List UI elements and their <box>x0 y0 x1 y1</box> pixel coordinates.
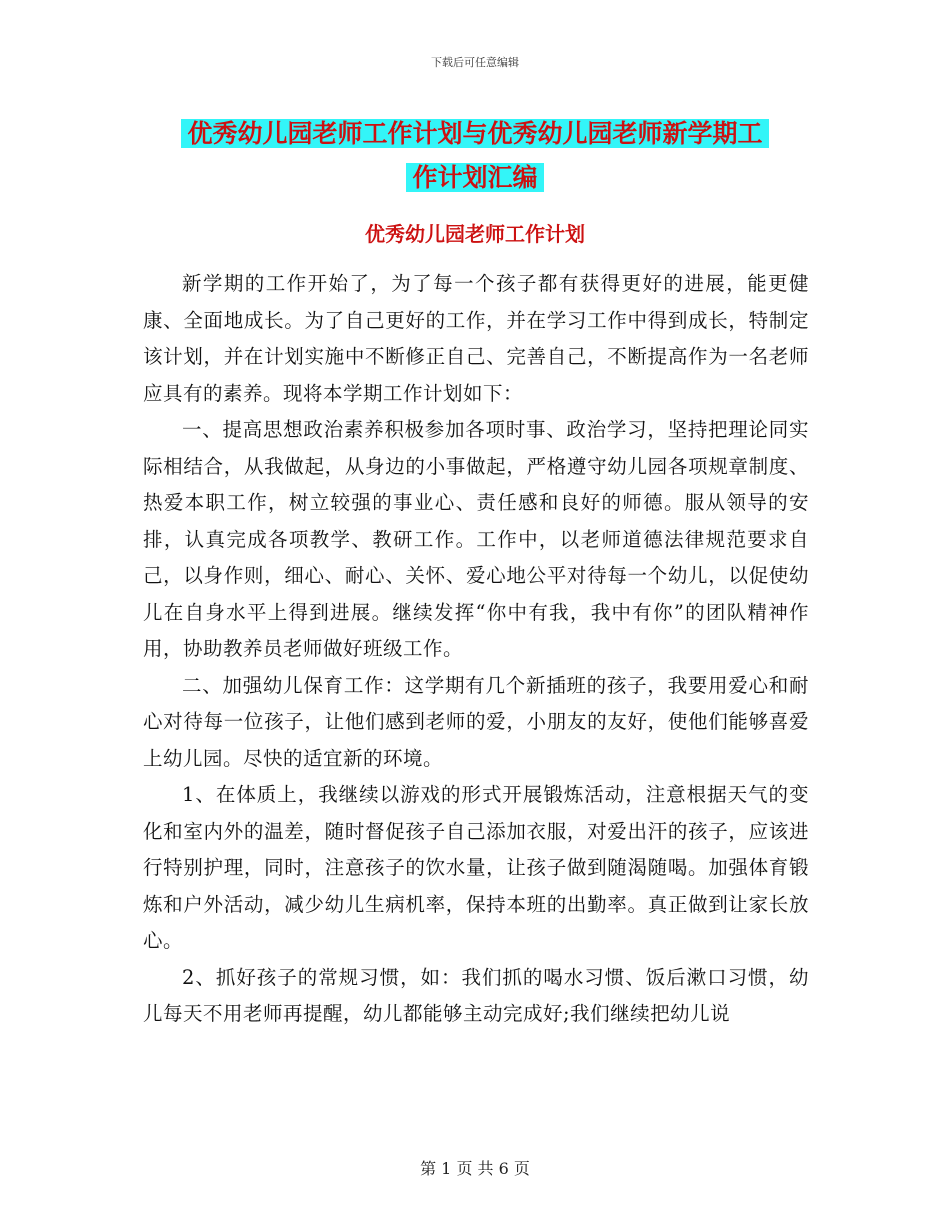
title-line-1: 优秀幼儿园老师工作计划与优秀幼儿园老师新学期工 <box>181 119 768 148</box>
page-header: 下载后可任意编辑 <box>431 56 519 69</box>
document-body <box>143 266 809 1033</box>
section-title: 优秀幼儿园老师工作计划 <box>365 222 585 246</box>
page-footer: 第 1 页 共 6 页 <box>420 1159 530 1178</box>
title-line-2: 作计划汇编 <box>406 163 543 192</box>
document-title <box>0 112 950 200</box>
paragraph: 1、在体质上，我继续以游戏的形式开展锻炼活动，注意根据天气的变化和室内外的温差，随时督促孩子自己添加衣服，对爱出汗的孩子，应该进行特别护理，同时，注意孩子的饮水量，让孩子做到随渴随喝。加强体育锻炼和户外活动，减少幼儿生病机率，保持本班的出勤率。真正做到让家长放心。 <box>143 783 809 952</box>
paragraph: 一、提高思想政治素养积极参加各项时事、政治学习，坚持把理论同实际相结合，从我做起，从身边的小事做起，严格遵守幼儿园各项规章制度、热爱本职工作，树立较强的事业心、责任感和良好的师德。服从领导的安排，认真完成各项教学、教研工作。工作中，以老师道德法律规范要求自己，以身作则，细心、耐心、关怀、爱心地公平对待每一个幼儿，以促使幼儿在自身水平上得到进展。继续发挥“你中有我，我中有你”的团队精神作用，协助教养员老师做好班级工作。 <box>143 418 809 660</box>
paragraph: 二、加强幼儿保育工作：这学期有几个新插班的孩子，我要用爱心和耐心对待每一位孩子，让他们感到老师的爱，小朋友的友好，使他们能够喜爱上幼儿园。尽快的适宜新的环境。 <box>143 673 809 770</box>
paragraph: 新学期的工作开始了，为了每一个孩子都有获得更好的进展，能更健康、全面地成长。为了自己更好的工作，并在学习工作中得到成长，特制定该计划，并在计划实施中不断修正自己、完善自己，不断提高作为一名老师应具有的素养。现将本学期工作计划如下： <box>143 272 809 405</box>
paragraph: 2、抓好孩子的常规习惯，如：我们抓的喝水习惯、饭后漱口习惯，幼儿每天不用老师再提醒，幼儿都能够主动完成好;我们继续把幼儿说 <box>143 965 809 1025</box>
